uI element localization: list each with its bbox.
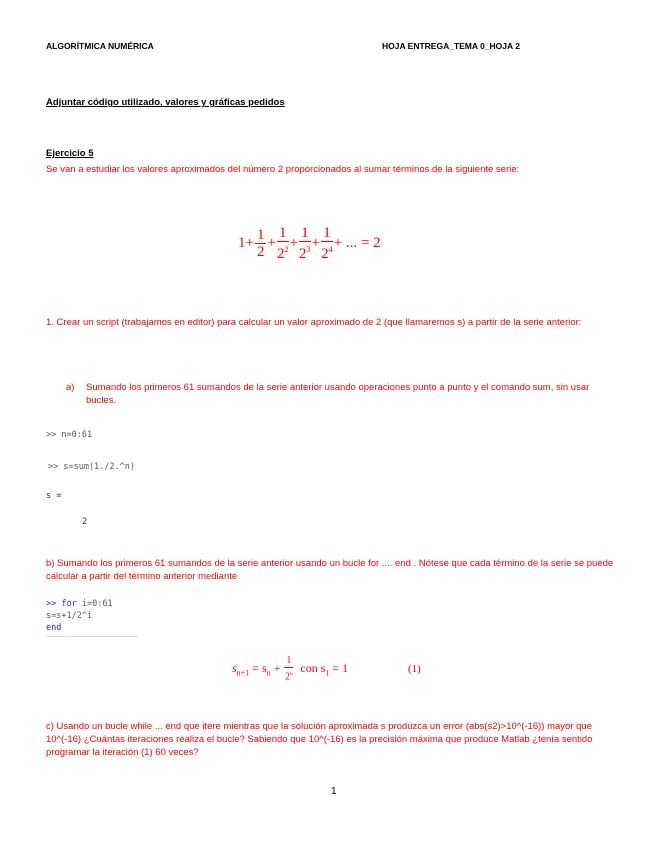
- exercise-intro: Se van a estudiar los valores aproximados del número 2 proporcionados al sumar términos de la siguiente serie:: [46, 164, 520, 175]
- exercise-title: Ejercicio 5: [46, 148, 94, 159]
- instructions: Adjuntar código utilizado, valores y gráficas pedidos: [46, 97, 285, 108]
- code-keyword: >> for: [46, 599, 77, 609]
- code-line: >> s=sum(1./2.^n): [48, 462, 135, 472]
- code-keyword-end: end: [46, 623, 62, 633]
- recurrence-label: (1): [408, 663, 421, 675]
- question-a-label: a): [66, 382, 75, 393]
- code-line: >> n=0:61: [46, 430, 93, 440]
- recurrence-formula: $s_{n+1} = s_n$ + $\frac{1}{2^n}$ con $s_1 = 1$: [232, 655, 349, 683]
- code-divider: [46, 636, 138, 637]
- code-line: s=s+1/2^i: [46, 611, 93, 621]
- code-line: [46, 598, 113, 610]
- code-output-label: s =: [46, 491, 62, 501]
- question-b: b) Sumando los primeros 61 sumandos de la serie anterior usando un bucle for .... end . Nótese que cada término de la serie se puede calcular a partir del término anterior mediante: [46, 558, 614, 582]
- header-right: HOJA ENTREGA_TEMA 0_HOJA 2: [382, 41, 520, 51]
- question-1: 1. Crear un script (trabajamos en editor) para calcular un valor aproximado de 2 (que llamaremos s) a partir de la serie anterior:: [46, 317, 582, 328]
- page-number: 1: [331, 786, 337, 797]
- question-c: c) Usando un bucle while ... end que itere mientras que la solución aproximada s produzca un error (abs(s2)>10^(-16)) mayor que 10^(-16) ¿Cuántas iteraciones realiza el bucle? Sabiendo que 10^(-16) es la precisión máxima que produce Matlab ¿tenía sentido programar la iteración (1) 60 veces?: [46, 721, 593, 758]
- header-left: ALGORÍTMICA NUMÉRICA: [46, 41, 154, 51]
- code-output-value: 2: [82, 517, 88, 527]
- question-a-text: Sumando los primeros 61 sumandos de la serie anterior usando operaciones punto a punto y el comando sum, sin usar bucles.: [86, 382, 590, 406]
- series-formula: 1+ $\frac{1}{2}$ + $\frac{1}{2^2}$ + $\frac{1}{2^3}$ + $\frac{1}{2^4}$ + ... = 2: [238, 225, 381, 262]
- code-block-b: [46, 598, 113, 634]
- code-text: i=0:61: [81, 599, 113, 609]
